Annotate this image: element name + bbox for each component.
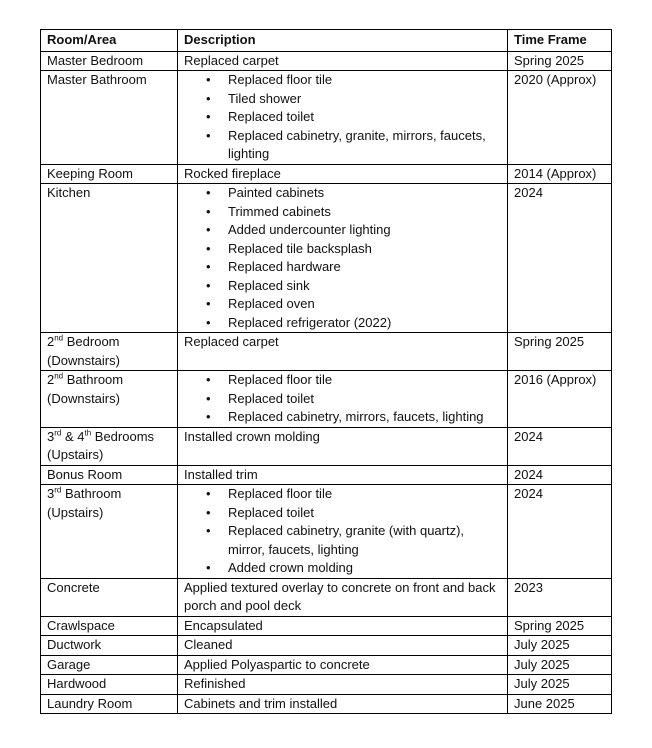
description-list-item: • Replaced cabinetry, granite (with quartz), mirror, faucets, lighting — [228, 522, 501, 559]
room-text-part: & 4 — [61, 428, 85, 444]
description-list-item: • Replaced cabinetry, mirrors, faucets, lighting — [228, 408, 501, 427]
table-row — [41, 578, 612, 616]
table-body — [41, 51, 612, 714]
room-text-part: rd — [54, 485, 62, 495]
table-row — [41, 164, 612, 184]
description-list-item: • Replaced floor tile — [228, 71, 501, 90]
description-list-item: • Replaced floor tile — [228, 485, 501, 504]
description-list-item: • Replaced hardware — [228, 258, 501, 277]
description-list-item: • Replaced tile backsplash — [228, 240, 501, 259]
table-row — [41, 465, 612, 485]
description-list-item: • Added crown molding — [228, 559, 501, 578]
time-frame-cell: June 2025 — [508, 694, 612, 714]
description-cell: Cleaned — [178, 636, 508, 656]
description-list-item: • Replaced toilet — [228, 390, 501, 409]
description-list-item: • Replaced sink — [228, 277, 501, 296]
renovation-table — [40, 29, 612, 714]
room-cell — [41, 333, 178, 371]
room-cell: Hardwood — [41, 675, 178, 695]
room-cell — [41, 371, 178, 428]
time-frame-cell: July 2025 — [508, 636, 612, 656]
description-list-item: • Added undercounter lighting — [228, 221, 501, 240]
description-list-item: • Trimmed cabinets — [228, 203, 501, 222]
description-cell: Rocked fireplace — [178, 164, 508, 184]
time-frame-cell: 2014 (Approx) — [508, 164, 612, 184]
room-text-part: Bathroom (Upstairs) — [47, 486, 122, 520]
table-row — [41, 485, 612, 579]
description-cell: Replaced carpet — [178, 51, 508, 71]
description-cell: Applied textured overlay to concrete on front and back porch and pool deck — [178, 578, 508, 616]
table-row — [41, 675, 612, 695]
description-header: Description — [178, 30, 508, 52]
time-frame-header: Time Frame — [508, 30, 612, 52]
time-frame-cell: July 2025 — [508, 675, 612, 695]
description-list-item: • Replaced toilet — [228, 504, 501, 523]
room-cell: Garage — [41, 655, 178, 675]
room-cell: Master Bedroom — [41, 51, 178, 71]
room-cell: Keeping Room — [41, 164, 178, 184]
table-row — [41, 636, 612, 656]
description-list-item: • Painted cabinets — [228, 184, 501, 203]
table-row — [41, 71, 612, 165]
description-cell: Applied Polyaspartic to concrete — [178, 655, 508, 675]
time-frame-cell: Spring 2025 — [508, 616, 612, 636]
table-row — [41, 427, 612, 465]
time-frame-cell: 2023 — [508, 578, 612, 616]
description-cell: Replaced carpet — [178, 333, 508, 371]
description-list-item: • Replaced toilet — [228, 108, 501, 127]
table-row — [41, 694, 612, 714]
time-frame-cell: 2024 — [508, 184, 612, 333]
room-cell: Ductwork — [41, 636, 178, 656]
room-text-part: Bathroom (Downstairs) — [47, 372, 124, 406]
time-frame-cell: July 2025 — [508, 655, 612, 675]
room-text-part: th — [84, 428, 92, 438]
room-text-part: 3 — [47, 428, 55, 444]
description-cell: Refinished — [178, 675, 508, 695]
description-cell: Encapsulated — [178, 616, 508, 636]
room-text-part: 2 — [47, 372, 55, 387]
description-cell: Installed crown molding — [178, 427, 508, 465]
room-cell: Crawlspace — [41, 616, 178, 636]
table-row — [41, 655, 612, 675]
description-cell — [178, 485, 508, 579]
room-text-part: nd — [54, 371, 64, 381]
room-cell: Master Bathroom — [41, 71, 178, 165]
description-list-item: • Replaced floor tile — [228, 371, 501, 390]
description-list — [184, 71, 501, 164]
time-frame-cell: Spring 2025 — [508, 51, 612, 71]
table-row — [41, 371, 612, 428]
description-cell — [178, 371, 508, 428]
room-cell — [41, 485, 178, 579]
room-text-part: rd — [54, 428, 62, 438]
description-cell — [178, 71, 508, 165]
room-cell — [41, 427, 178, 465]
room-text-part: nd — [54, 333, 64, 343]
header-row — [41, 30, 612, 52]
room-area-header: Room/Area — [41, 30, 178, 52]
time-frame-cell: Spring 2025 — [508, 333, 612, 371]
description-list-item: • Replaced cabinetry, granite, mirrors, faucets, lighting — [228, 127, 501, 164]
description-list-item: • Replaced refrigerator (2022) — [228, 314, 501, 333]
description-list — [184, 485, 501, 578]
room-text-part: Bedrooms (Upstairs) — [47, 428, 155, 462]
time-frame-cell: 2016 (Approx) — [508, 371, 612, 428]
description-cell: Cabinets and trim installed — [178, 694, 508, 714]
description-list — [184, 184, 501, 332]
room-cell: Laundry Room — [41, 694, 178, 714]
table-row — [41, 333, 612, 371]
room-text-part: 3 — [47, 486, 55, 501]
room-cell: Bonus Room — [41, 465, 178, 485]
table-row — [41, 184, 612, 333]
room-cell: Concrete — [41, 578, 178, 616]
description-list-item: • Tiled shower — [228, 90, 501, 109]
description-list — [184, 371, 501, 427]
room-text-part: 2 — [47, 334, 55, 349]
table-row — [41, 616, 612, 636]
table-row — [41, 51, 612, 71]
time-frame-cell: 2024 — [508, 485, 612, 579]
time-frame-cell: 2024 — [508, 427, 612, 465]
room-cell: Kitchen — [41, 184, 178, 333]
description-cell: Installed trim — [178, 465, 508, 485]
time-frame-cell: 2024 — [508, 465, 612, 485]
description-list-item: • Replaced oven — [228, 295, 501, 314]
time-frame-cell: 2020 (Approx) — [508, 71, 612, 165]
room-text-part: Bedroom (Downstairs) — [47, 334, 120, 368]
description-cell — [178, 184, 508, 333]
